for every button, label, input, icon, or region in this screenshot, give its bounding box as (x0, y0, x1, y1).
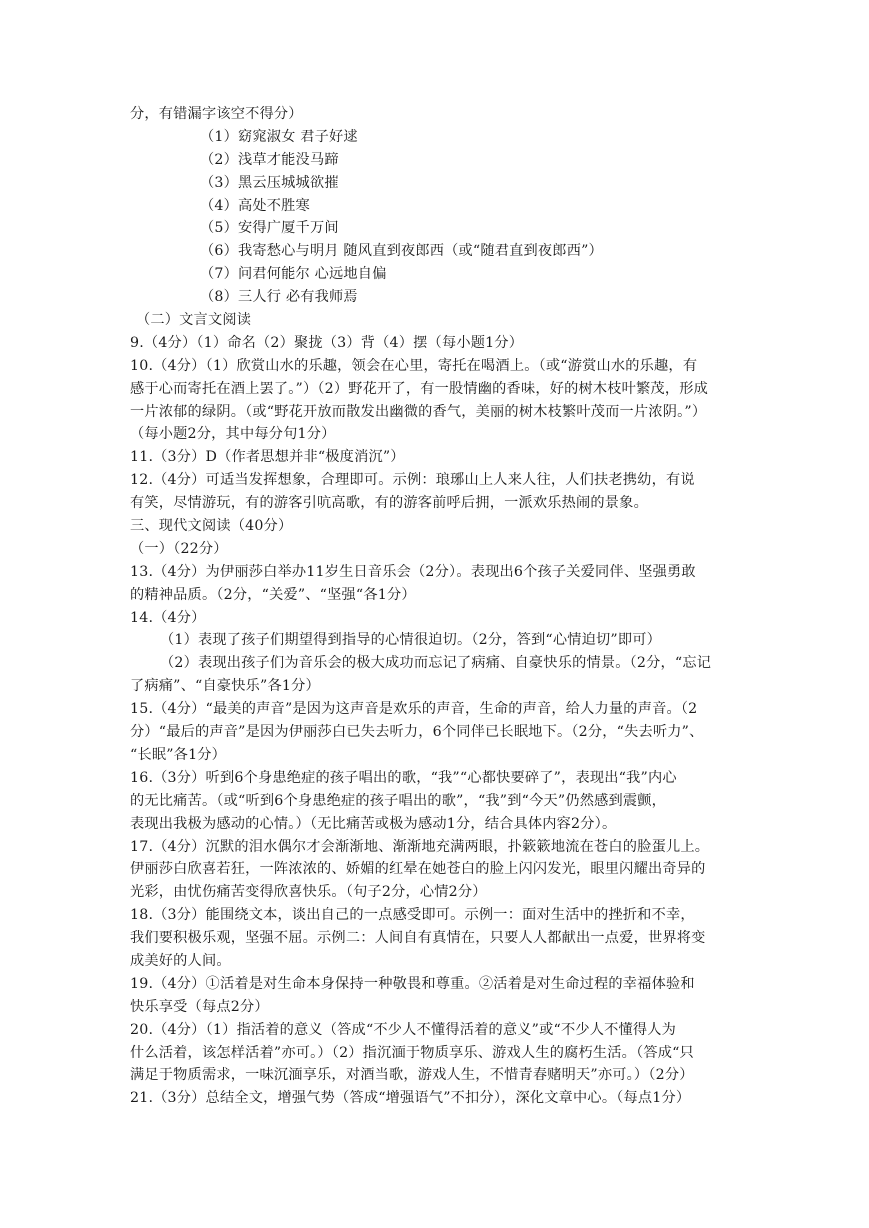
text-line: 17.（4分）沉默的泪水偶尔才会渐渐地、渐渐地充满两眼，扑簌簌地流在苍白的脸蛋儿上。 (130, 838, 710, 855)
text-line: （4）高处不胜寒 (200, 197, 310, 214)
text-line: （二）文言文阅读 (136, 312, 252, 329)
text-line: （5）安得广厦千万间 (200, 220, 339, 237)
text-line: （3）黑云压城城欲摧 (200, 174, 339, 191)
text-line: 什么活着，该怎样活着”亦可。）（2）指沉湎于物质享乐、游戏人生的腐朽生活。（答成“只 (130, 1044, 694, 1061)
text-line: 20.（4分）（1）指活着的意义（答成“不少人不懂得活着的意义”或“不少人不懂得人为 (130, 1021, 677, 1038)
text-line: 有笑，尽情游玩，有的游客引吭高歌，有的游客前呼后拥，一派欢乐热闹的景象。 (130, 495, 648, 512)
text-line: 16.（3分）听到6个身患绝症的孩子唱出的歌，“我”“心都快要碎了”，表现出“我”内心 (130, 769, 677, 786)
text-line: 成美好的人间。 (130, 952, 231, 969)
text-line: 光彩，由忧伤痛苦变得欣喜快乐。（句子2分，心情2分） (130, 884, 487, 901)
text-line: （1）窈窕淑女 君子好逑 (200, 128, 358, 145)
text-line: 13.（4分）为伊丽莎白举办11岁生日音乐会（2分）。表现出6个孩子关爱同伴、坚强勇敢 (130, 563, 696, 580)
text-line: 10.（4分）（1）欣赏山水的乐趣，领会在心里，寄托在喝酒上。（或“游赏山水的乐趣，有 (130, 357, 698, 374)
text-line: “长眠”各1分） (130, 746, 227, 763)
text-line: （每小题2分，其中每分句1分） (130, 426, 336, 443)
text-line: （8）三人行 必有我师焉 (200, 289, 358, 306)
text-line: 满足于物质需求，一味沉湎享乐，对酒当歌，游戏人生，不惜青春赌明天”亦可。）（2分） (130, 1067, 694, 1084)
text-line: 了病痛”、“自豪快乐”各1分） (130, 678, 320, 695)
text-line: 18.（3分）能围绕文本，谈出自己的一点感受即可。示例一：面对生活中的挫折和不幸， (130, 907, 695, 924)
text-line: 分）“最后的声音”是因为伊丽莎白已失去听力，6个同伴已长眠地下。（2分，“失去听力”、 (130, 724, 704, 741)
text-line: 的精神品质。（2分，“关爱”、“坚强“各1分） (130, 586, 416, 603)
text-line: 我们要积极乐观，坚强不屈。示例二：人间自有真情在，只要人人都献出一点爱，世界将变 (130, 930, 706, 947)
answer-document (130, 103, 740, 1110)
text-line: 一片浓郁的绿阴。（或“野花开放而散发出幽微的香气，美丽的树木枝繁叶茂而一片浓阴。”） (130, 403, 707, 420)
text-line: 21.（3分）总结全文，增强气势（答成“增强语气”不扣分），深化文章中心。（每点1分） (130, 1090, 691, 1107)
text-line: 12.（4分）可适当发挥想象，合理即可。示例：琅琊山上人来人往，人们扶老携幼，有说 (130, 472, 695, 489)
text-line: 感于心而寄托在酒上罢了。”）（2）野花开了，有一股情幽的香味，好的树木枝叶繁茂，形成 (130, 380, 708, 397)
text-line: 的无比痛苦。（或“听到6个身患绝症的孩子唱出的歌”，“我”到“今天”仍然感到震颤， (130, 792, 667, 809)
text-line: （一）（22分） (130, 540, 228, 557)
text-line: （6）我寄愁心与明月 随风直到夜郎西（或“随君直到夜郎西”） (200, 243, 603, 260)
text-line: （1）表现了孩子们期望得到指导的心情很迫切。（2分，答到“心情迫切”即可） (160, 632, 662, 649)
text-line: 9.（4分）（1）命名（2）聚拢（3）背（4）摆（每小题1分） (130, 334, 524, 351)
text-line: 15.（4分）“最美的声音”是因为这声音是欢乐的声音，生命的声音，给人力量的声音。（2 (130, 701, 698, 718)
text-line: （7）问君何能尔 心远地自偏 (200, 266, 387, 283)
text-line: 11.（3分）D（作者思想并非“极度消沉”） (130, 449, 405, 466)
text-line: 快乐享受（每点2分） (130, 998, 269, 1015)
text-line: 分，有错漏字该空不得分） (130, 106, 303, 122)
text-line: 表现出我极为感动的心情。）（无比痛苦或极为感动1分，结合具体内容2分）。 (130, 815, 617, 832)
text-line: 三、现代文阅读（40分） (130, 518, 293, 535)
text-line: 伊丽莎白欣喜若狂，一阵浓浓的、娇媚的红晕在她苍白的脸上闪闪发光，眼里闪耀出奇异的 (130, 861, 706, 878)
text-line: （2）浅草才能没马蹄 (200, 151, 339, 168)
text-line: 14.（4分） (130, 609, 206, 626)
text-line: （2）表现出孩子们为音乐会的极大成功而忘记了病痛、自豪快乐的情景。（2分，“忘记 (160, 655, 712, 672)
text-line: 19.（4分）①活着是对生命本身保持一种敬畏和尊重。②活着是对生命过程的幸福体验和 (130, 975, 695, 992)
